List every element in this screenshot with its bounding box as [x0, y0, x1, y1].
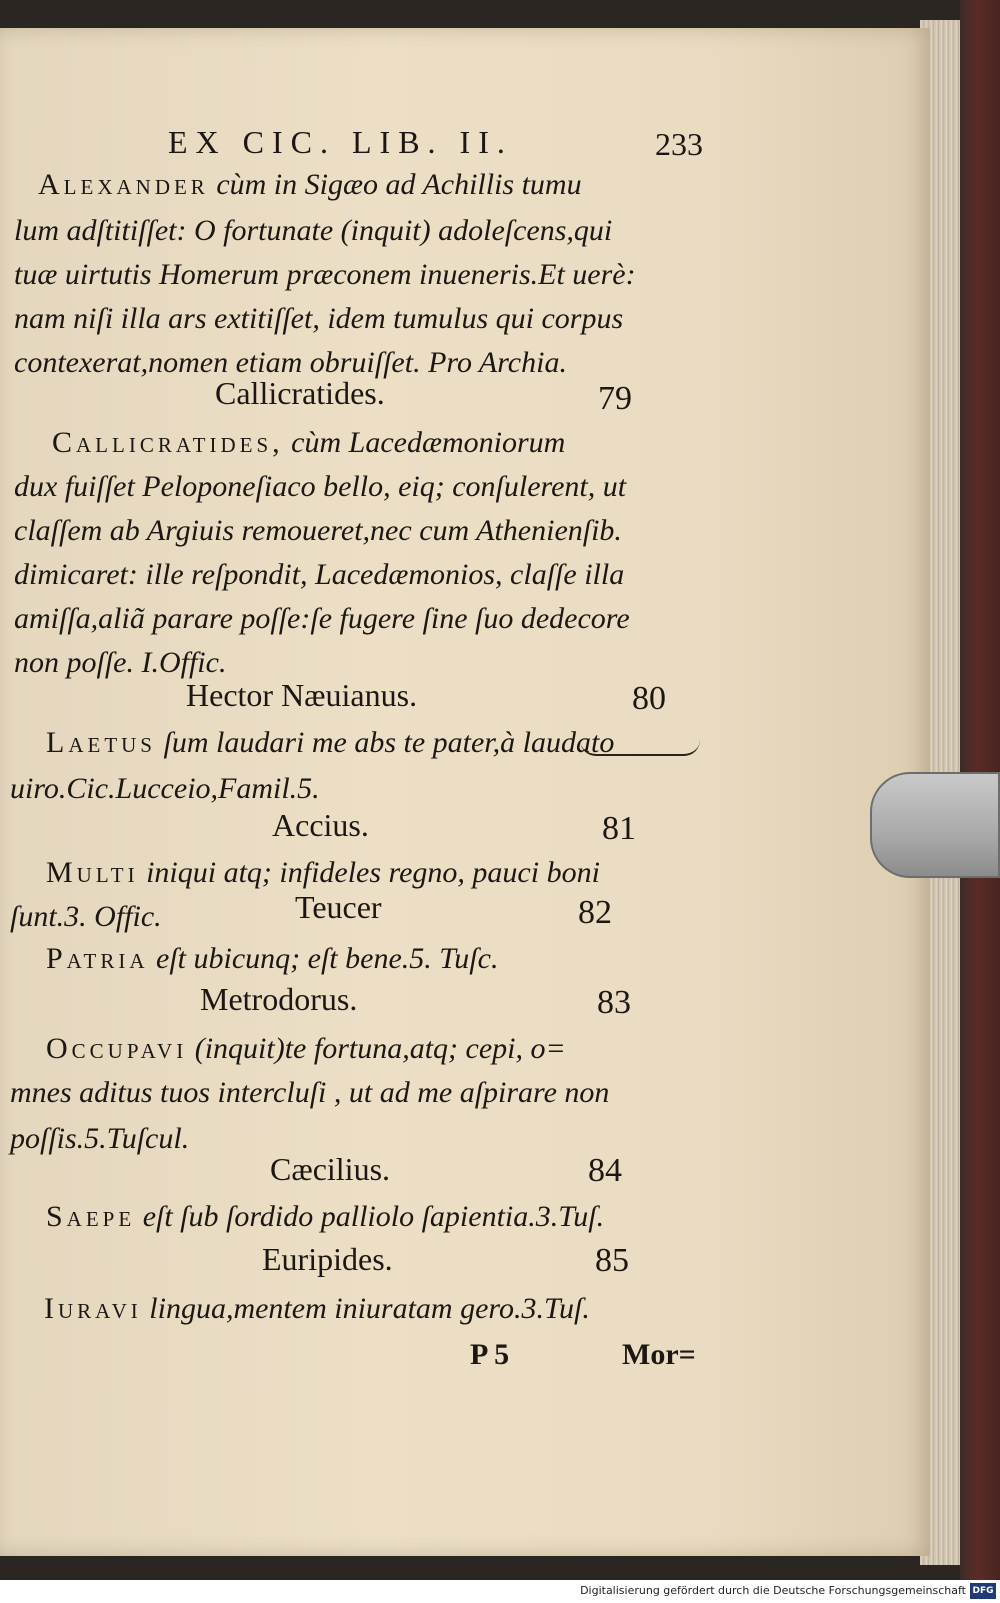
text-line: Occupavi (inquit)te fortuna,atq; cepi, o= — [46, 1032, 566, 1065]
text-line: dimicaret: ille reſpondit, Lacedæmonios, claſſe illa — [14, 558, 625, 591]
entry-heading: Cæcilius. — [270, 1151, 391, 1187]
entry-number: 83 — [597, 984, 631, 1021]
text-line: Laetus ſum laudari me abs te pater,à laudato — [46, 726, 615, 759]
text-line: dux fuiſſet Peloponeſiaco bello, eiq; conſulerent, ut — [14, 470, 627, 503]
text-line: nam niſi illa ars extitiſſet, idem tumulus qui corpus — [14, 302, 624, 335]
entry-heading: Accius. — [272, 807, 369, 843]
text-line: tuæ uirtutis Homerum præconem inueneris.Et uerè: — [14, 258, 636, 291]
signature-mark: P 5 — [470, 1338, 510, 1371]
entry-heading: Teucer — [295, 889, 382, 925]
book-page — [0, 28, 930, 1556]
page-number: 233 — [655, 126, 703, 162]
entry-number: 82 — [578, 894, 612, 931]
text-line: mnes aditus tuos intercluſi , ut ad me aſpirare non — [10, 1076, 610, 1109]
running-head: EX CIC. LIB. II. — [168, 124, 513, 160]
ink-underline — [580, 740, 700, 756]
text-line: Patria eſt ubicunq; eſt bene.5. Tuſc. — [46, 942, 499, 975]
entry-number: 84 — [588, 1152, 622, 1189]
book-clasp — [870, 772, 1000, 878]
entry-number: 81 — [602, 810, 636, 847]
footer-credit: Digitalisierung gefördert durch die Deutsche Forschungsgemeinschaft — [580, 1584, 966, 1597]
text-line: ſunt.3. Offic. — [10, 900, 162, 933]
dfg-logo-icon: DFG — [970, 1583, 996, 1599]
text-line: lum adſtitiſſet: O fortunate (inquit) adoleſcens,qui — [14, 214, 613, 247]
entry-number: 79 — [598, 380, 632, 417]
text-line: contexerat,nomen etiam obruiſſet. Pro Archia. — [14, 346, 567, 379]
text-line: Iuravi lingua,mentem iniuratam gero.3.Tuſ. — [44, 1292, 590, 1325]
text-line: Alexander cùm in Sigæo ad Achillis tumu — [38, 168, 582, 201]
text-line: amiſſa,aliã parare poſſe:ſe fugere ſine ſuo dedecore — [14, 602, 630, 635]
footer-bar — [0, 1580, 1000, 1603]
text-line: claſſem ab Argiuis remoueret,nec cum Athenienſib. — [14, 514, 622, 547]
catchword: Mor= — [622, 1338, 696, 1371]
text-line: uiro.Cic.Lucceio,Famil.5. — [10, 772, 320, 805]
entry-heading: Metrodorus. — [200, 981, 358, 1017]
text-line: Multi iniqui atq; infideles regno, pauci boni — [46, 856, 600, 889]
entry-number: 80 — [632, 680, 666, 717]
text-line: non poſſe. I.Offic. — [14, 646, 227, 679]
entry-heading: Hector Næuianus. — [186, 677, 418, 713]
entry-number: 85 — [595, 1242, 629, 1279]
entry-heading: Callicratides. — [215, 375, 385, 411]
text-line: poſſis.5.Tuſcul. — [10, 1122, 190, 1155]
text-line: Callicratides, cùm Lacedæmoniorum — [52, 426, 566, 459]
entry-heading: Euripides. — [262, 1241, 393, 1277]
text-line: Saepe eſt ſub ſordido palliolo ſapientia.3.Tuſ. — [46, 1200, 605, 1233]
